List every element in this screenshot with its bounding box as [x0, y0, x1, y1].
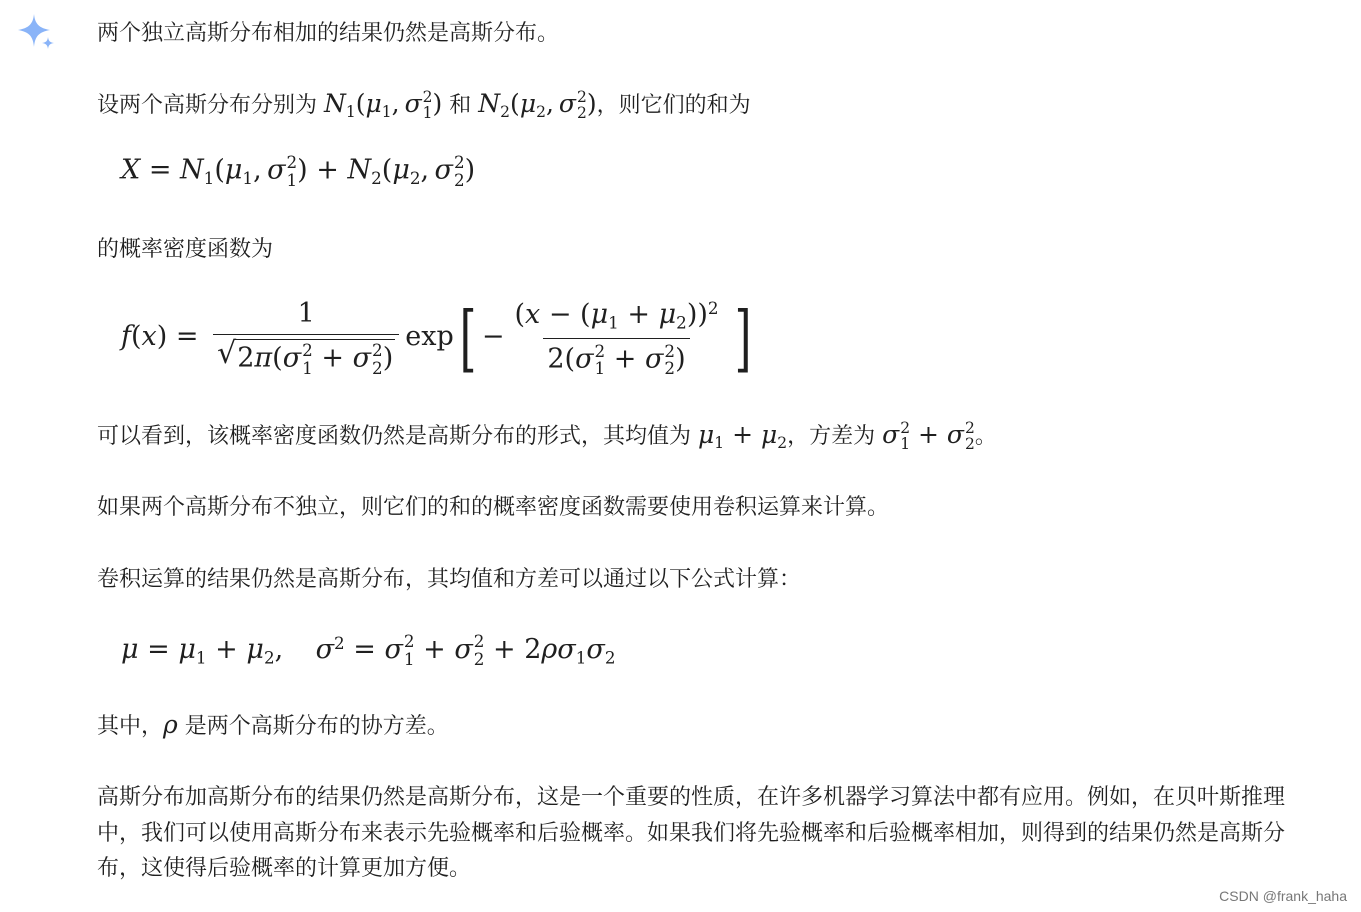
covariance-text-a: 其中，: [97, 714, 164, 739]
conclusion-text: 高斯分布加高斯分布的结果仍然是高斯分布，这是一个重要的性质，在许多机器学习算法中都有应用。例如，在贝叶斯推理中，我们可以使用高斯分布来表示先验概率和后验概率。如果我们将先验概率和后验概率相加，则得到的结果仍然是高斯分布，这使得后验概率的计算更加方便。: [97, 785, 1286, 881]
sparkle-icon: [14, 12, 60, 58]
paragraph-convolution: [97, 562, 801, 597]
dependent-text: 如果两个高斯分布不独立，则它们的和的概率密度函数需要使用卷积运算来计算。: [97, 495, 890, 520]
equation-sum: $X = N_1(\mu_1$, σ 2 1 ) + $N_2(\mu_2$, σ 2 2 ): [121, 152, 476, 190]
math-variance: σ 2 1 + σ 2 2: [882, 418, 975, 453]
definition-text-b: 和: [442, 93, 479, 118]
mean-variance-text-c: 。: [974, 424, 997, 449]
pdf-fraction: 1 √ 2π(σ 2 1 + σ 2 2 ): [213, 298, 399, 376]
paragraph-covariance: [97, 707, 449, 744]
math-n1: $N_1(\mu_1$, σ 2 1 ): [324, 87, 443, 122]
mean-variance-text-b: ，方差为: [787, 424, 883, 449]
watermark: CSDN @frank_haha: [1219, 888, 1347, 904]
pdf-intro-text: 的概率密度函数为: [97, 237, 274, 262]
math-mean: $\mu_1 + \mu_2$: [698, 420, 788, 452]
equation-mean-variance: $\mu = \mu_1 + \mu_2$, $\sigma^2 = \sigma$ 2 1 + σ 2 2 + $2\rho\sigma_1\sigma_2$: [121, 631, 616, 670]
equation-pdf: f(x) = 1 √ 2π(σ 2 1 + σ 2 2 ) exp[ − $(x - (\mu_1 + \mu_2))^2$ 2(σ 2 1 + σ 2 2 ) ]: [121, 295, 752, 380]
definition-text-c: ，则它们的和为: [596, 93, 751, 118]
convolution-text: 卷积运算的结果仍然是高斯分布，其均值和方差可以通过以下公式计算：: [97, 567, 802, 592]
math-rho: ρ: [163, 710, 178, 739]
paragraph-intro: [97, 16, 559, 51]
paragraph-conclusion: [97, 780, 1327, 887]
exponent-fraction: $(x - (\mu_1 + \mu_2))^2$ 2(σ 2 1 + σ 2 2 ): [514, 298, 719, 379]
covariance-text-b: 是两个高斯分布的协方差。: [177, 714, 449, 739]
mean-variance-text-a: 可以看到，该概率密度函数仍然是高斯分布的形式，其均值为: [97, 424, 698, 449]
paragraph-mean-variance: [97, 417, 997, 461]
math-n2: $N_2(\mu_2$, σ 2 2 ): [478, 87, 597, 122]
paragraph-dependent: [97, 490, 889, 525]
intro-text: 两个独立高斯分布相加的结果仍然是高斯分布。: [97, 21, 560, 46]
definition-text-a: 设两个高斯分布分别为: [97, 93, 324, 118]
paragraph-definition: [97, 86, 751, 130]
paragraph-pdf-intro: [97, 232, 273, 267]
